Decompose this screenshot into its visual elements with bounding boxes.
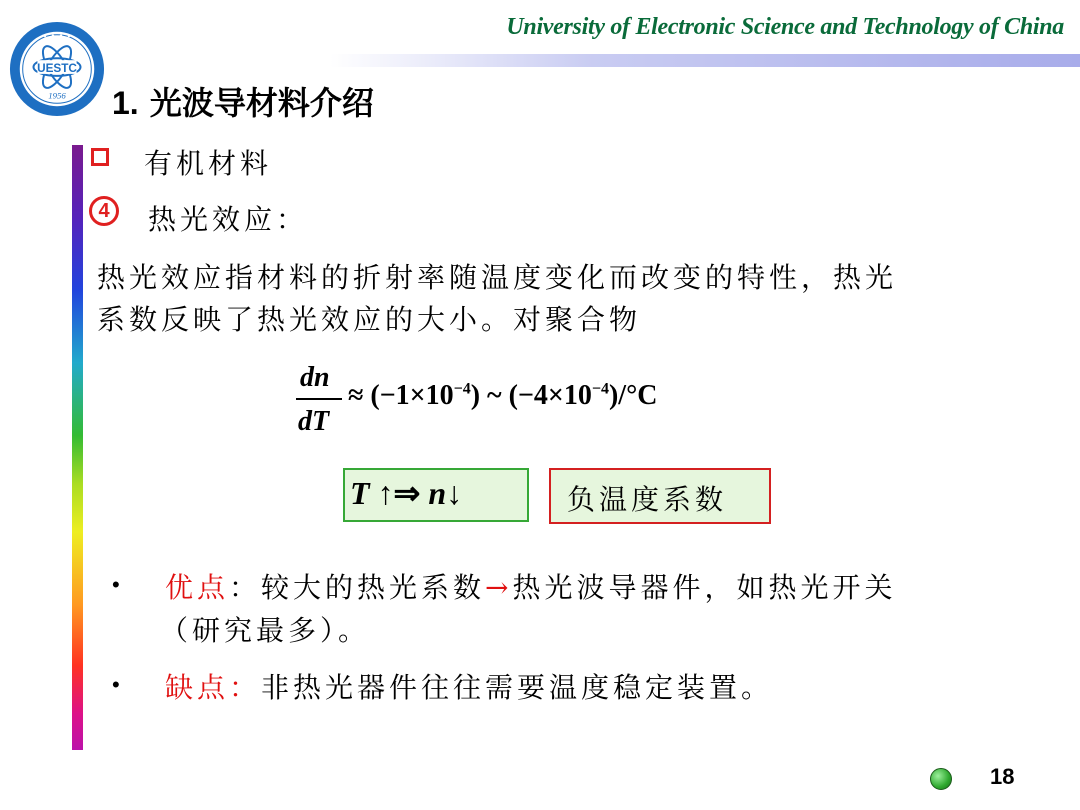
advantage-label: 优点 (165, 571, 230, 604)
right-exponent: −4 (591, 380, 609, 398)
left-coefficient: (−1×10 (370, 380, 454, 411)
svg-text:• • • •: • • • • (42, 32, 72, 43)
paragraph-line-1: 热光效应指材料的折射率随温度变化而改变的特性，热光 (97, 261, 898, 294)
advantage-line (165, 566, 897, 606)
item-thermo-optic-effect: 热光效应： (148, 203, 309, 236)
uestc-logo (8, 20, 106, 118)
bullet-dot: • (112, 572, 120, 597)
header-gradient-bar (330, 54, 1080, 67)
fraction-denominator: dT (298, 406, 330, 437)
advantage-continuation: （研究最多）。 (160, 614, 371, 647)
formula-range (348, 380, 658, 412)
title-number: 1. (112, 85, 139, 121)
negative-temp-coefficient-label: 负温度系数 (567, 483, 728, 516)
bullet-dot: • (112, 672, 120, 697)
advantage-text-a: ：较大的热光系数 (229, 571, 486, 604)
arrow-right-icon: → (485, 571, 513, 604)
fraction-line (296, 398, 342, 400)
fraction-numerator: dn (300, 362, 330, 393)
relation-text: T ↑⇒ n↓ (350, 475, 463, 511)
page-number: 18 (990, 764, 1015, 789)
square-bullet-icon (91, 148, 109, 166)
university-name: University of Electronic Science and Technology of China (506, 14, 1064, 40)
approx-sign: ≈ (348, 380, 364, 411)
advantage-text-b: 热光波导器件，如热光开关 (512, 571, 897, 604)
rainbow-sidebar (72, 145, 83, 750)
title-text: 光波导材料介绍 (149, 84, 374, 122)
slide-title (112, 78, 374, 124)
green-dot-icon (930, 768, 952, 790)
disadvantage-text: 非热光器件往往需要温度稳定装置。 (261, 671, 774, 704)
paragraph-line-2: 系数反映了热光效应的大小。对聚合物 (97, 303, 642, 336)
left-exponent: −4 (453, 380, 471, 398)
disadvantage-line (165, 666, 773, 706)
range-tilde: ) ~ (−4×10 (470, 380, 592, 411)
logo-text: UESTC (37, 61, 77, 75)
formula-unit: )/°C (608, 380, 658, 411)
disadvantage-label: 缺点： (165, 671, 262, 704)
circled-number-icon: 4 (89, 196, 119, 226)
item-organic-materials: 有机材料 (144, 147, 273, 180)
logo-year: 1956 (48, 90, 66, 101)
